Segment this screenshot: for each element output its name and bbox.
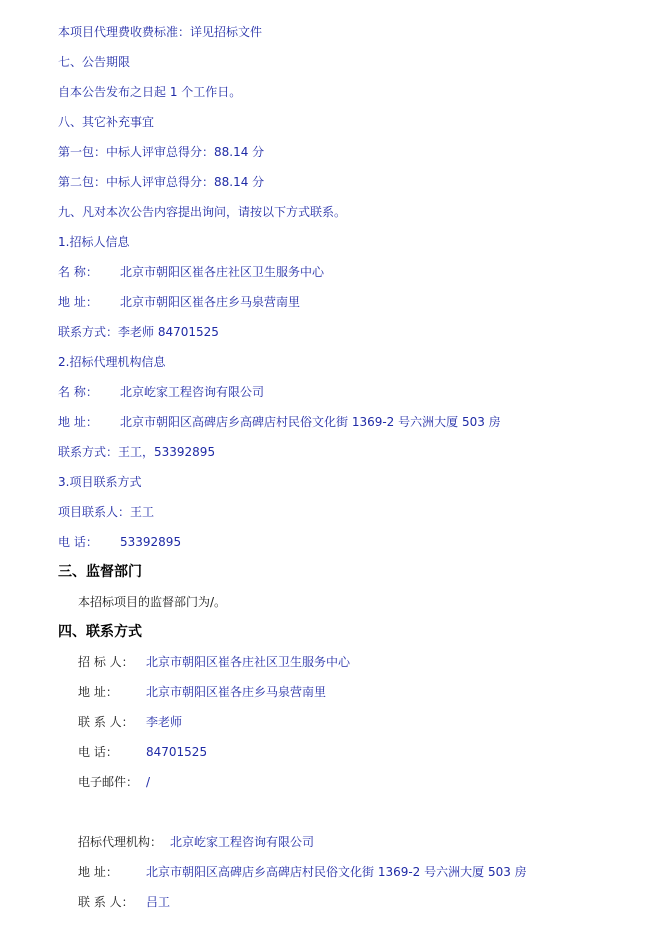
contacts-person-row bbox=[78, 714, 182, 730]
buyer-name-value: 北京市朝阳区崔各庄社区卫生服务中心 bbox=[120, 265, 325, 279]
contacts-agency-person-value: 吕工 bbox=[146, 895, 171, 909]
package-2-score: 第二包：中标人评审总得分：88.14 分 bbox=[58, 175, 265, 189]
contacts-email-value: / bbox=[146, 775, 151, 789]
contacts-agency-address-row bbox=[78, 864, 527, 880]
agency-address-value: 北京市朝阳区高碑店乡高碑店村民俗文化街 1369-2 号六洲大厦 503 房 bbox=[120, 415, 501, 429]
agency-name-row bbox=[58, 384, 264, 400]
project-contact-person: 项目联系人：王工 bbox=[58, 505, 155, 519]
contacts-person-value: 李老师 bbox=[146, 715, 183, 729]
contacts-address-value: 北京市朝阳区崔各庄乡马泉营南里 bbox=[146, 685, 327, 699]
agency-contact-line: 联系方式：王工，53392895 bbox=[58, 445, 216, 459]
contacts-agency-value: 北京屹家工程咨询有限公司 bbox=[170, 835, 315, 849]
notice-period-text: 自本公告发布之日起 1 个工作日。 bbox=[58, 85, 242, 99]
contacts-agency-person-row bbox=[78, 894, 170, 910]
agency-address-row bbox=[58, 414, 501, 430]
contacts-person-label: 联 系 人： bbox=[78, 715, 134, 729]
contacts-buyer-label: 招 标 人： bbox=[78, 655, 134, 669]
buyer-address-value: 北京市朝阳区崔各庄乡马泉营南里 bbox=[120, 295, 301, 309]
contacts-agency-person-label: 联 系 人： bbox=[78, 895, 134, 909]
contacts-buyer-row bbox=[78, 654, 350, 670]
contacts-email-row bbox=[78, 774, 150, 790]
package-1-score: 第一包：中标人评审总得分：88.14 分 bbox=[58, 145, 265, 159]
contacts-address-label: 地 址： bbox=[78, 685, 118, 699]
contacts-agency-address-value: 北京市朝阳区高碑店乡高碑店村民俗文化街 1369-2 号六洲大厦 503 房 bbox=[146, 865, 527, 879]
contacts-address-row bbox=[78, 684, 326, 700]
notice-period-heading: 七、公告期限 bbox=[58, 55, 131, 69]
contacts-agency-row bbox=[78, 834, 314, 850]
agency-name-label: 名 称： bbox=[58, 385, 98, 399]
contacts-email-label: 电子邮件： bbox=[78, 775, 139, 789]
contacts-heading: 四、联系方式 bbox=[58, 624, 142, 640]
project-contact-heading: 3.项目联系方式 bbox=[58, 475, 142, 489]
inquiry-heading: 九、凡对本次公告内容提出询问，请按以下方式联系。 bbox=[58, 205, 347, 219]
buyer-name-row bbox=[58, 264, 324, 280]
contacts-agency-label: 招标代理机构： bbox=[78, 835, 163, 849]
other-matters-heading: 八、其它补充事宜 bbox=[58, 115, 155, 129]
buyer-address-row bbox=[58, 294, 300, 310]
agency-address-label: 地 址： bbox=[58, 415, 98, 429]
contacts-agency-address-label: 地 址： bbox=[78, 865, 118, 879]
buyer-contact-line: 联系方式：李老师 84701525 bbox=[58, 325, 219, 339]
contacts-phone-label: 电 话： bbox=[78, 745, 118, 759]
buyer-info-heading: 1.招标人信息 bbox=[58, 235, 130, 249]
supervision-heading: 三、监督部门 bbox=[58, 564, 142, 580]
project-phone-value: 53392895 bbox=[120, 535, 182, 549]
supervision-text: 本招标项目的监督部门为/。 bbox=[78, 595, 227, 609]
contacts-buyer-value: 北京市朝阳区崔各庄社区卫生服务中心 bbox=[146, 655, 351, 669]
project-phone-row bbox=[58, 534, 181, 550]
project-phone-label: 电 话： bbox=[58, 535, 98, 549]
agency-info-heading: 2.招标代理机构信息 bbox=[58, 355, 166, 369]
buyer-name-label: 名 称： bbox=[58, 265, 98, 279]
fee-standard-line: 本项目代理费收费标准：详见招标文件 bbox=[58, 25, 263, 39]
buyer-address-label: 地 址： bbox=[58, 295, 98, 309]
contacts-phone-row bbox=[78, 744, 207, 760]
agency-name-value: 北京屹家工程咨询有限公司 bbox=[120, 385, 265, 399]
contacts-phone-value: 84701525 bbox=[146, 745, 208, 759]
